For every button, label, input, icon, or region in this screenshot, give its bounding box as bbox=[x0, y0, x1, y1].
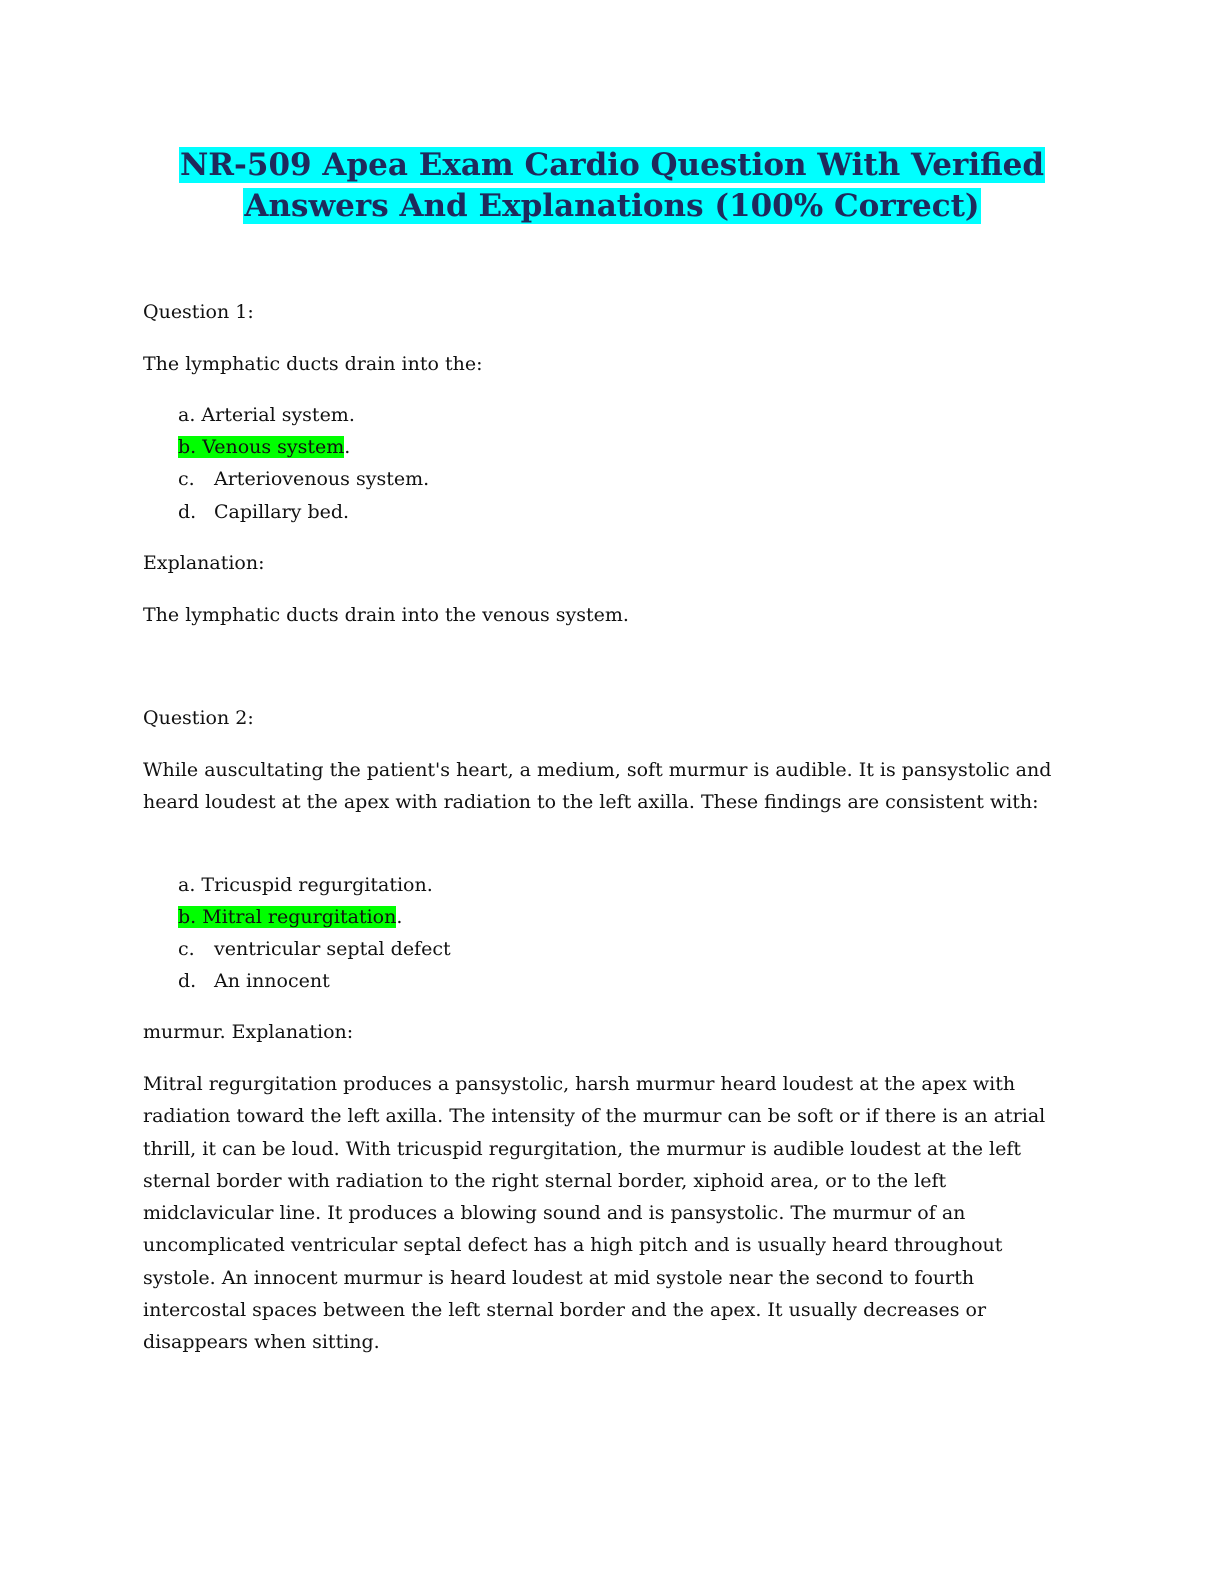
q1-option-d-text: Capillary bed. bbox=[214, 501, 350, 523]
q1-option-b-suffix: . bbox=[344, 436, 351, 458]
q1-option-c-letter: c. bbox=[178, 468, 195, 490]
document-title bbox=[0, 145, 1224, 227]
q2-option-c-text: ventricular septal defect bbox=[214, 938, 451, 960]
q1-prompt: The lymphatic ducts drain into the: bbox=[143, 353, 483, 375]
q2-explanation: Mitral regurgitation produces a pansystolic, harsh murmur heard loudest at the apex with radiation toward the left axilla. The intensity of the murmur can be soft or if there is an atrial thrill, it can be loud. With tricuspid regurgitation, the murmur is audible loudest at the left sternal border with radiation to the right sternal border, xiphoid area, or to the left midclavicular line. It produces a blowing sound and is pansystolic. The murmur of an uncomplicated ventricular septal defect has a high pitch and is usually heard throughout systole. An innocent murmur is heard loudest at mid systole near the second to fourth intercostal spaces between the left sternal border and the apex. It usually decreases or disappears when sitting. bbox=[143, 1073, 1046, 1354]
q1-option-d bbox=[178, 496, 349, 528]
q2-option-d-text: An innocent bbox=[214, 970, 330, 992]
q2-option-b bbox=[178, 901, 402, 933]
q2-option-d-letter: d. bbox=[178, 970, 197, 992]
q2-option-b-suffix: . bbox=[396, 906, 403, 928]
title-line-1: NR-509 Apea Exam Cardio Question With Verified bbox=[179, 147, 1045, 183]
q2-option-a-text: a. Tricuspid regurgitation. bbox=[178, 874, 433, 896]
q1-option-d-letter: d. bbox=[178, 501, 197, 523]
q2-option-a bbox=[178, 869, 433, 901]
q2-prompt: While auscultating the patient's heart, a medium, soft murmur is audible. It is pansystolic and heard loudest at the apex with radiation to the left axilla. These findings are consistent with: bbox=[143, 759, 1052, 814]
q1-option-a-text: a. Arterial system. bbox=[178, 404, 355, 426]
q1-explanation: The lymphatic ducts drain into the venous system. bbox=[143, 604, 629, 626]
q1-option-c-text: Arteriovenous system. bbox=[214, 468, 430, 490]
q1-explanation-label: Explanation: bbox=[143, 552, 265, 574]
title-line-2: Answers And Explanations (100% Correct) bbox=[244, 188, 980, 224]
q1-option-b bbox=[178, 431, 350, 463]
q2-heading: Question 2: bbox=[143, 707, 254, 729]
q2-option-b-text: b. Mitral regurgitation bbox=[178, 906, 397, 928]
q1-option-b-text: b. Venous system bbox=[178, 436, 345, 458]
q1-heading: Question 1: bbox=[143, 301, 254, 323]
q1-option-a bbox=[178, 399, 355, 431]
q1-option-c bbox=[178, 463, 429, 495]
q2-option-c bbox=[178, 933, 451, 965]
q2-option-d bbox=[178, 965, 330, 997]
q2-explanation-label: murmur. Explanation: bbox=[143, 1021, 354, 1043]
q2-option-c-letter: c. bbox=[178, 938, 195, 960]
